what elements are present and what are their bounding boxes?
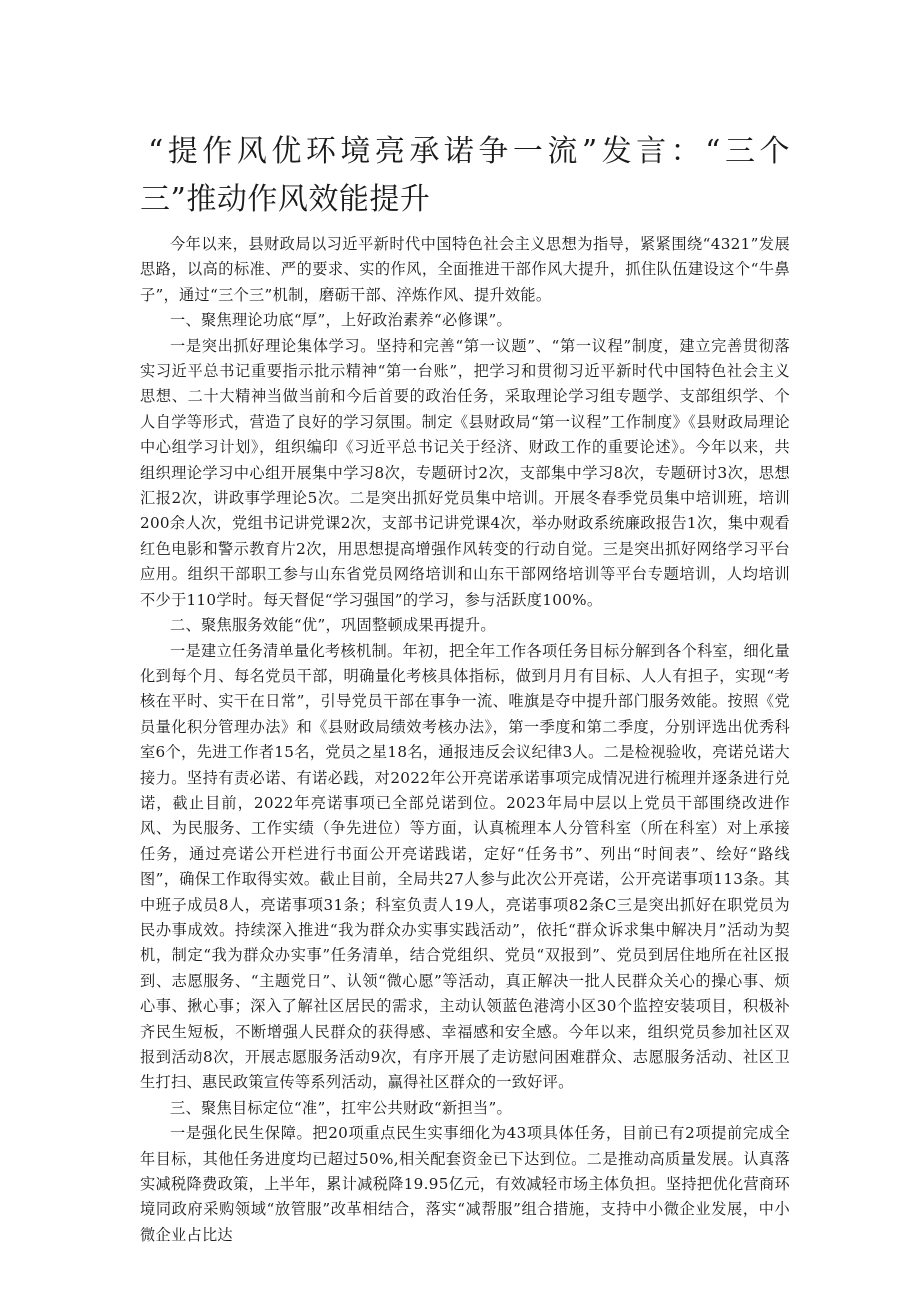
- document-title: “提作风优环境亮承诺争一流”发言：“三个三”推动作风效能提升: [140, 134, 790, 217]
- paragraph-section-2: 一是建立任务清单量化考核机制。年初，把全年工作各项任务目标分解到各个科室，细化量化到每个月、每名党员干部，明确量化考核具体指标，做到月月有目标、人人有担子，实现“考核在平时、实干在日常”，引导党员干部在事争一流、唯旗是夺中提升部门服务效能。按照《党员量化积分管理办法》和《县财政局绩效考核办法》，第一季度和第二季度，分别评选出优秀科室6个，先进工作者15名，党员之星18名，通报违反会议纪律3人。二是检视验收，亮诺兑诺大接力。坚持有责必诺、有诺必践，对2022年公开亮诺承诺事项完成情况进行梳理并逐条进行兑诺，截止目前，2022年亮诺事项已全部兑诺到位。2023年局中层以上党员干部围绕改进作风、为民服务、工作实绩（争先进位）等方面，认真梳理本人分管科室（所在科室）对上承接任务，通过亮诺公开栏进行书面公开亮诺践诺，定好“任务书”、列出“时间表”、绘好“路线图”，确保工作取得实效。截止目前，全局共27人参与此次公开亮诺，公开亮诺事项113条。其中班子成员8人，亮诺事项31条；科室负责人19人，亮诺事项82条C三是突出抓好在职党员为民办事成效。持续深入推进“我为群众办实事实践活动”，依托“群众诉求集中解决月”活动为契机，制定“我为群众办实事”任务清单，结合党组织、党员“双报到”、党员到居住地所在社区报到、志愿服务、“主题党日”、认领“微心愿”等活动，真正解决一批人民群众关心的操心事、烦心事、揪心事；深入了解社区居民的需求，主动认领蓝色港湾小区30个监控安装项目，积极补齐民生短板，不断增强人民群众的获得感、幸福感和安全感。今年以来，组织党员参加社区双报到活动8次，开展志愿服务活动9次，有序开展了走访慰问困难群众、志愿服务活动、社区卫生打扫、惠民政策宣传等系列活动，赢得社区群众的一致好评。: [140, 641, 790, 1092]
- document-body: [140, 232, 790, 1248]
- section-heading-2: 二、聚焦服务效能“优”，巩固整顿成果再提升。: [170, 616, 496, 635]
- section-heading-3: 三、聚焦目标定位“准”，扛牢公共财政“新担当”。: [170, 1098, 513, 1117]
- paragraph-section-3: 一是强化民生保障。把20项重点民生实事细化为43项具体任务，目前已有2项提前完成全年目标，其他任务进度均已超过50%,相关配套资金已下达到位。二是推动高质量发展。认真落实减税降费政策，上半年，累计减税降19.95亿元，有效减轻市场主体负担。坚持把优化营商环境同政府采购领域“放管服”改革相结合，落实“减帮服”组合措施，支持中小微企业发展，中小微企业占比达: [140, 1124, 790, 1244]
- paragraph-section-1: 一是突出抓好理论集体学习。坚持和完善“第一议题”、“第一议程”制度，建立完善贯彻落实习近平总书记重要指示批示精神“第一台账”，把学习和贯彻习近平新时代中国特色社会主义思想、二十大精神当做当前和今后首要的政治任务，采取理论学习组专题学、支部组织学、个人自学等形式，营造了良好的学习氛围。制定《县财政局“第一议程”工作制度》《县财政局理论中心组学习计划》，组织编印《习近平总书记关于经济、财政工作的重要论述》。今年以来，共组织理论学习中心组开展集中学习8次，专题研讨2次，支部集中学习8次，专题研讨3次，思想汇报2次，讲政事学理论5次。二是突出抓好党员集中培训。开展冬春季党员集中培训班，培训200余人次，党组书记讲党课2次，支部书记讲党课4次，举办财政系统廉政报告1次，集中观看红色电影和警示教育片2次，用思想提高增强作风转变的行动自觉。三是突出抓好网络学习平台应用。组织干部职工参与山东省党员网络培训和山东干部网络培训等平台专题培训，人均培训不少于110学时。每天督促“学习强国”的学习，参与活跃度100%。: [140, 336, 790, 609]
- paragraph-intro: 今年以来，县财政局以习近平新时代中国特色社会主义思想为指导，紧紧围绕“4321”发展思路，以高的标准、严的要求、实的作风，全面推进干部作风大提升，抓住队伍建设这个“牛鼻子”，通过“三个三”机制，磨砺干部、淬炼作风、提升效能。: [140, 235, 790, 304]
- section-heading-1: 一、聚焦理论功底“厚”，上好政治素养“必修课”。: [170, 311, 513, 330]
